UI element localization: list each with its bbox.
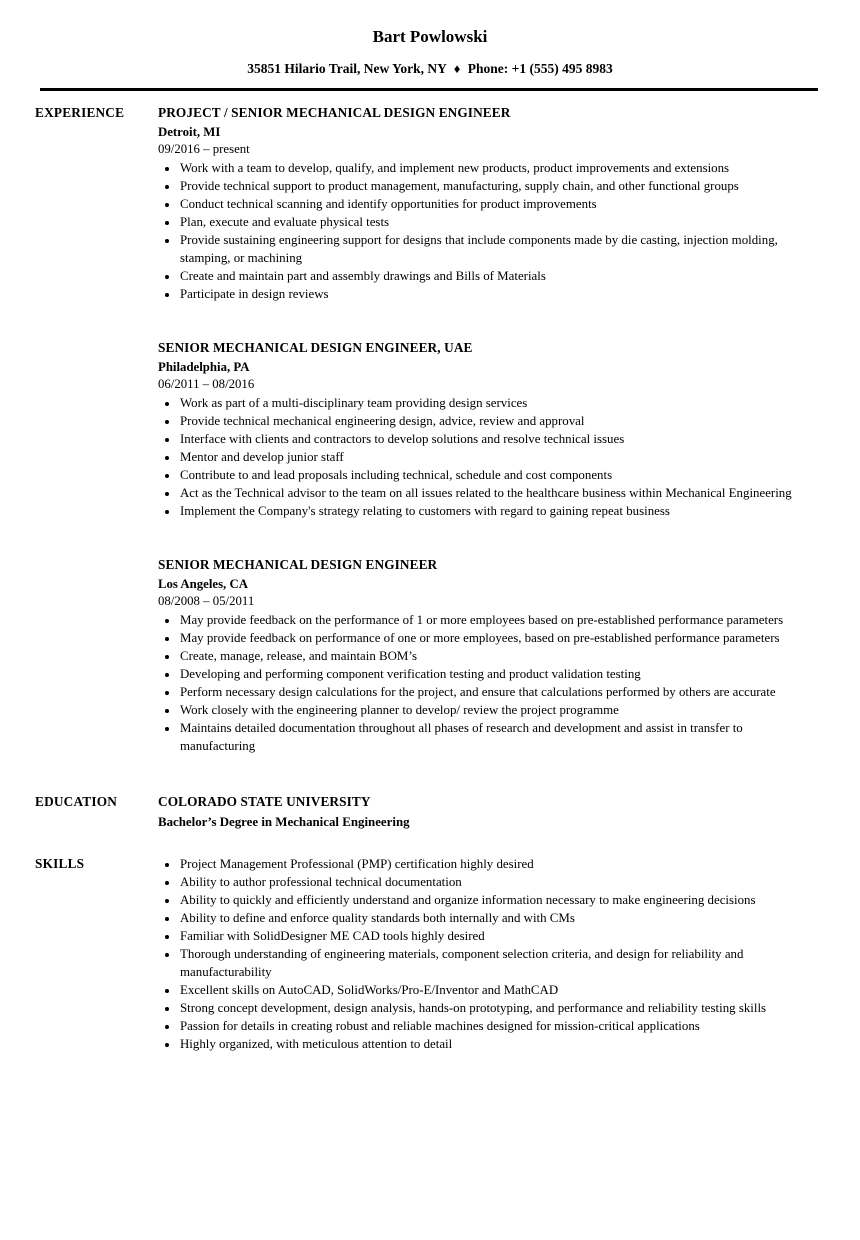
bullet-item: • Provide sustaining engineering support for designs that include components made by die casting, injection molding, stamping, or machining (179, 231, 815, 267)
bullet-item: • Excellent skills on AutoCAD, SolidWorks/Pro-E/Inventor and MathCAD (179, 981, 815, 999)
job-title: SENIOR MECHANICAL DESIGN ENGINEER, UAE (158, 340, 473, 355)
job-bullet-list (158, 159, 815, 303)
job-location: Detroit, MI (158, 125, 221, 139)
bullet-item: • Create, manage, release, and maintain BOM’s (179, 647, 815, 665)
job-location: Los Angeles, CA (158, 577, 248, 591)
job-entry (158, 556, 815, 755)
job-bullet-list (158, 611, 815, 755)
job-title: SENIOR MECHANICAL DESIGN ENGINEER (158, 557, 438, 572)
skills-label: SKILLS (35, 856, 85, 871)
bullet-item: • Act as the Technical advisor to the team on all issues related to the healthcare business within Mechanical Engineering (179, 484, 815, 502)
school-name: COLORADO STATE UNIVERSITY (158, 794, 371, 809)
job-entry (158, 104, 815, 303)
header-divider (40, 88, 818, 91)
bullet-item: • Create and maintain part and assembly drawings and Bills of Materials (179, 267, 815, 285)
job-dates: 08/2008 – 05/2011 (158, 594, 255, 608)
bullet-item: • Implement the Company's strategy relating to customers with regard to gaining repeat business (179, 502, 815, 520)
bullet-item: • Provide technical support to product management, manufacturing, supply chain, and other functional groups (179, 177, 815, 195)
skills-content (158, 855, 815, 1053)
bullet-item: • Interface with clients and contractors to develop solutions and resolve technical issues (179, 430, 815, 448)
job-dates: 09/2016 – present (158, 142, 250, 156)
bullet-item: • Mentor and develop junior staff (179, 448, 815, 466)
job-entry (158, 339, 815, 520)
bullet-item: • May provide feedback on performance of one or more employees, based on pre-established performance parameters (179, 629, 815, 647)
education-label: EDUCATION (35, 794, 118, 809)
bullet-item: • Developing and performing component verification testing and product validation testing (179, 665, 815, 683)
bullet-item: • Contribute to and lead proposals including technical, schedule and cost components (179, 466, 815, 484)
bullet-item: • Passion for details in creating robust and reliable machines designed for mission-critical applications (179, 1017, 815, 1035)
bullet-item: • Maintains detailed documentation throughout all phases of research and development and assist in transfer to manufacturing (179, 719, 815, 755)
bullet-item: • Conduct technical scanning and identify opportunities for product improvements (179, 195, 815, 213)
contact-line (0, 61, 860, 77)
bullet-item: • Work as part of a multi-disciplinary team providing design services (179, 394, 815, 412)
bullet-item: • Perform necessary design calculations for the project, and ensure that calculations performed by others are accurate (179, 683, 815, 701)
education-section (0, 793, 860, 831)
bullet-item: • Project Management Professional (PMP) certification highly desired (179, 855, 815, 873)
degree-name: Bachelor’s Degree in Mechanical Engineering (158, 815, 410, 829)
skills-section (0, 855, 860, 1053)
bullet-item: • Strong concept development, design analysis, hands-on prototyping, and performance and reliability testing skills (179, 999, 815, 1017)
bullet-item: • Ability to quickly and efficiently understand and organize information necessary to make engineering decisions (179, 891, 815, 909)
bullet-item: • Highly organized, with meticulous attention to detail (179, 1035, 815, 1053)
experience-section (0, 104, 860, 755)
phone-text: Phone: +1 (555) 495 8983 (467, 61, 613, 76)
resume-header (0, 0, 860, 91)
bullet-item: • Work with a team to develop, qualify, and implement new products, product improvements and extensions (179, 159, 815, 177)
job-location: Philadelphia, PA (158, 360, 250, 374)
experience-content (158, 104, 815, 755)
job-bullet-list (158, 394, 815, 520)
bullet-item: • Plan, execute and evaluate physical tests (179, 213, 815, 231)
experience-label: EXPERIENCE (35, 105, 125, 120)
job-dates: 06/2011 – 08/2016 (158, 377, 255, 391)
bullet-item: • Thorough understanding of engineering materials, component selection criteria, and design for reliability and manufacturability (179, 945, 815, 981)
bullet-item: • Ability to define and enforce quality standards both internally and with CMs (179, 909, 815, 927)
bullet-item: • Familiar with SolidDesigner ME CAD tools highly desired (179, 927, 815, 945)
skills-bullet-list (158, 855, 815, 1053)
bullet-item: • May provide feedback on the performance of 1 or more employees based on pre-established performance parameters (179, 611, 815, 629)
diamond-icon: ♦ (453, 61, 461, 76)
bullet-item: • Work closely with the engineering planner to develop/ review the project programme (179, 701, 815, 719)
education-content (158, 793, 815, 831)
bullet-item: • Ability to author professional technical documentation (179, 873, 815, 891)
bullet-item: • Participate in design reviews (179, 285, 815, 303)
person-name: Bart Powlowski (372, 27, 488, 46)
address-text: 35851 Hilario Trail, New York, NY (247, 61, 447, 76)
bullet-item: • Provide technical mechanical engineering design, advice, review and approval (179, 412, 815, 430)
job-title: PROJECT / SENIOR MECHANICAL DESIGN ENGINEER (158, 105, 511, 120)
